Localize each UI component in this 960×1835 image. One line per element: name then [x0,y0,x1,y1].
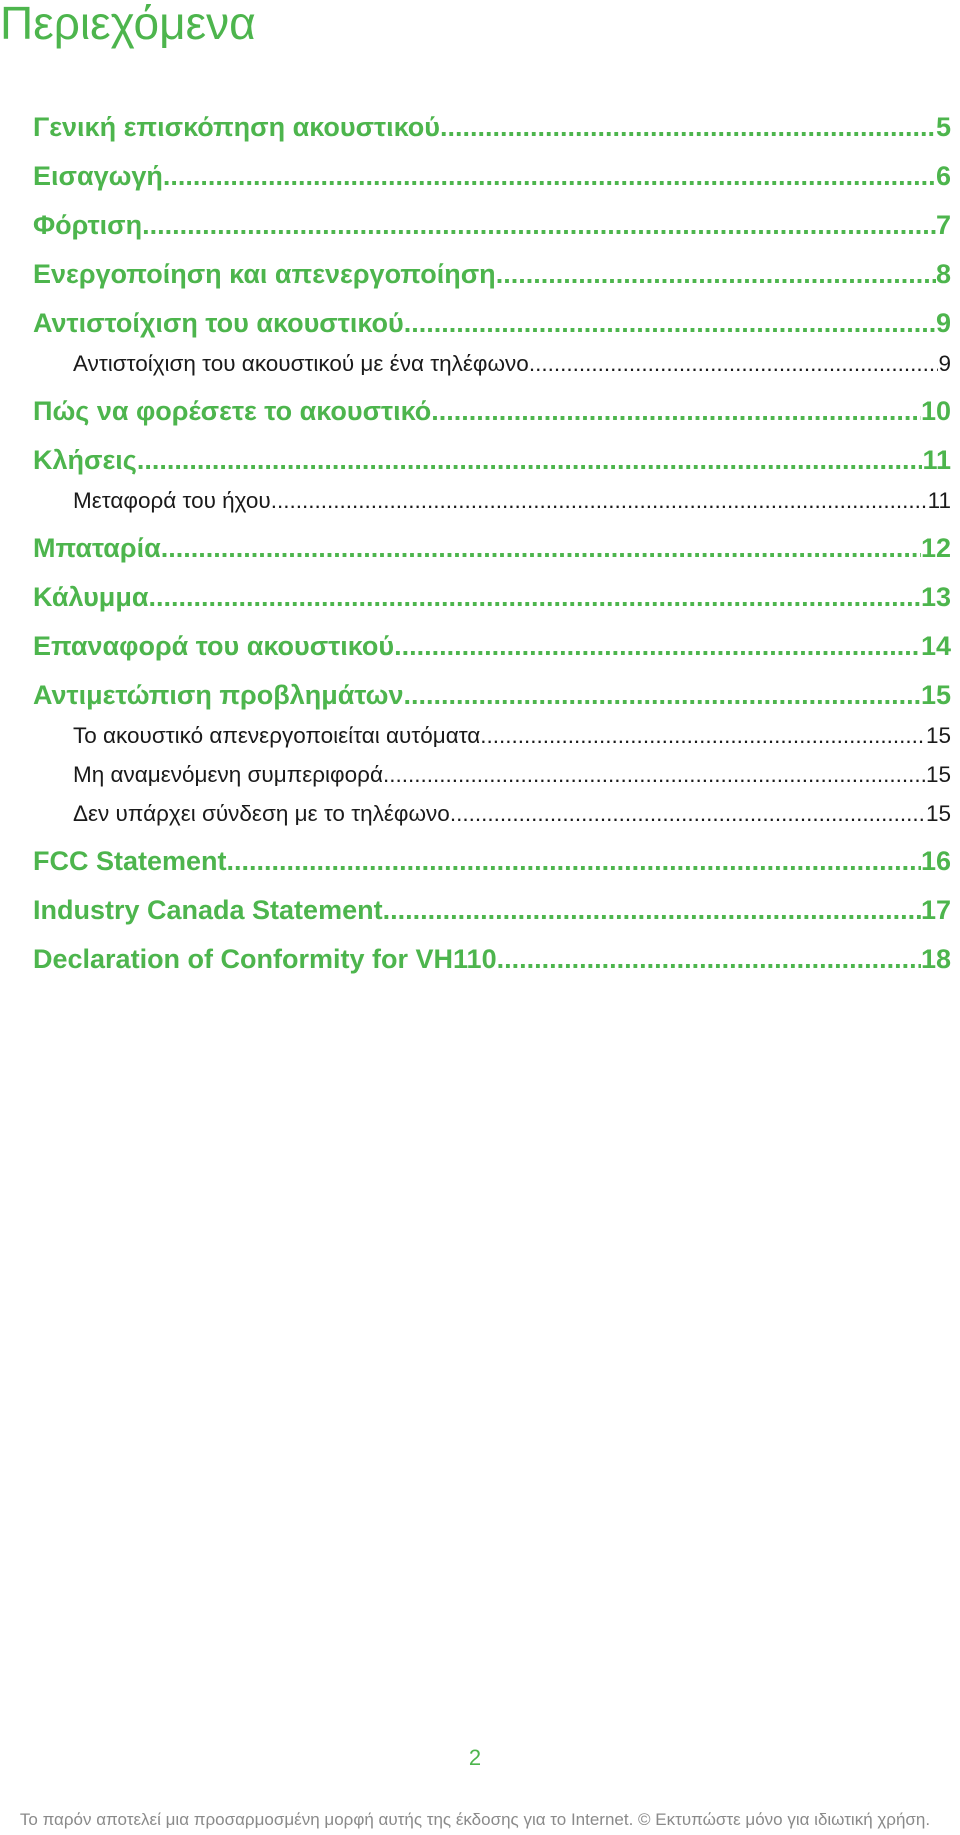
toc-entry[interactable] [33,944,951,993]
toc-leader-dots [431,396,921,427]
toc-entry-page: 7 [935,210,951,240]
toc-entry-title: Declaration of Conformity for VH110 [33,944,497,974]
toc-entry[interactable] [33,210,951,259]
toc-subentry-title: Το ακουστικό απενεργοποιείται αυτόματα [73,723,481,748]
toc-entry-title: Γενική επισκόπηση ακουστικού [33,112,440,142]
toc-subentry[interactable] [33,762,951,801]
toc-leader-dots [496,259,936,290]
toc-leader-dots [480,723,926,749]
toc-entry-page: 14 [920,631,951,661]
toc-entry-page: 6 [935,161,951,191]
toc-entry[interactable] [33,895,951,944]
toc-entry-page: 11 [922,445,951,475]
page-number: 2 [468,1745,482,1770]
toc-leader-dots [383,895,921,926]
toc-entry[interactable] [33,533,951,582]
toc-entry-title: Μπαταρία [33,533,161,563]
toc-subentry-title: Μη αναμενόμενη συμπεριφορά [73,762,383,787]
toc-entry[interactable] [33,846,951,895]
toc-leader-dots [271,488,928,514]
toc-entry-title: Αντιστοίχιση του ακουστικού [33,308,404,338]
toc-entry[interactable] [33,680,951,729]
toc-leader-dots [148,582,921,613]
toc-subentry-title: Αντιστοίχιση του ακουστικού με ένα τηλέφωνο [73,351,529,376]
toc-entry[interactable] [33,396,951,445]
toc-entry-title: Πώς να φορέσετε το ακουστικό [33,396,432,426]
toc-entry[interactable] [33,112,951,161]
toc-subentry-title: Δεν υπάρχει σύνδεση με το τηλέφωνο [73,801,450,826]
footer-note: Το παρόν αποτελεί μια προσαρμοσμένη μορφή αυτής της έκδοσης για το Internet. © Εκτυπώστε μόνο για ιδιωτική χρήση. [19,1810,931,1829]
toc-entry-title: Industry Canada Statement [33,895,383,925]
toc-entry[interactable] [33,259,951,308]
toc-entry-page: 17 [920,895,951,925]
toc-subentry[interactable] [33,351,951,390]
page-title: Περιεχόμενα [0,0,256,49]
toc-entry-title: Επαναφορά του ακουστικού [33,631,395,661]
toc-leader-dots [163,161,936,192]
toc-subentry-page: 15 [925,723,951,748]
toc-leader-dots [161,533,921,564]
toc-entry-title: Εισαγωγή [33,161,163,191]
toc-leader-dots [394,631,921,662]
toc-entry-title: FCC Statement [33,846,227,876]
toc-subentry[interactable] [33,723,951,762]
toc-entry-title: Φόρτιση [33,210,143,240]
toc-subentry-title: Μεταφορά του ήχου [73,488,271,513]
toc-leader-dots [404,308,936,339]
toc-entry-title: Αντιμετώπιση προβλημάτων [33,680,404,710]
toc-subentry-page: 9 [938,351,951,376]
toc-subentry-page: 15 [925,762,951,787]
toc-entry-page: 13 [920,582,951,612]
toc-subentry-page: 11 [927,488,951,513]
toc-leader-dots [137,445,923,476]
toc-entry-page: 16 [920,846,951,876]
toc-entry-page: 12 [920,533,951,563]
toc-subentry[interactable] [33,488,951,527]
toc-entry-page: 10 [920,396,951,426]
toc-entry[interactable] [33,445,951,494]
toc-entry[interactable] [33,161,951,210]
table-of-contents [33,112,951,993]
toc-leader-dots [450,801,926,827]
toc-subentry[interactable] [33,801,951,840]
toc-entry[interactable] [33,631,951,680]
toc-entry-title: Κάλυμμα [33,582,149,612]
toc-entry[interactable] [33,308,951,357]
toc-leader-dots [142,210,936,241]
toc-leader-dots [440,112,936,143]
toc-entry-page: 9 [935,308,951,338]
toc-entry-page: 8 [935,259,951,289]
toc-entry-title: Κλήσεις [33,445,137,475]
toc-entry[interactable] [33,582,951,631]
toc-leader-dots [497,944,921,975]
toc-leader-dots [529,351,939,377]
toc-entry-page: 5 [935,112,951,142]
toc-entry-title: Ενεργοποίηση και απενεργοποίηση [33,259,496,289]
toc-leader-dots [383,762,926,788]
toc-entry-page: 18 [920,944,951,974]
toc-leader-dots [404,680,921,711]
toc-subentry-page: 15 [925,801,951,826]
toc-leader-dots [227,846,921,877]
toc-entry-page: 15 [920,680,951,710]
